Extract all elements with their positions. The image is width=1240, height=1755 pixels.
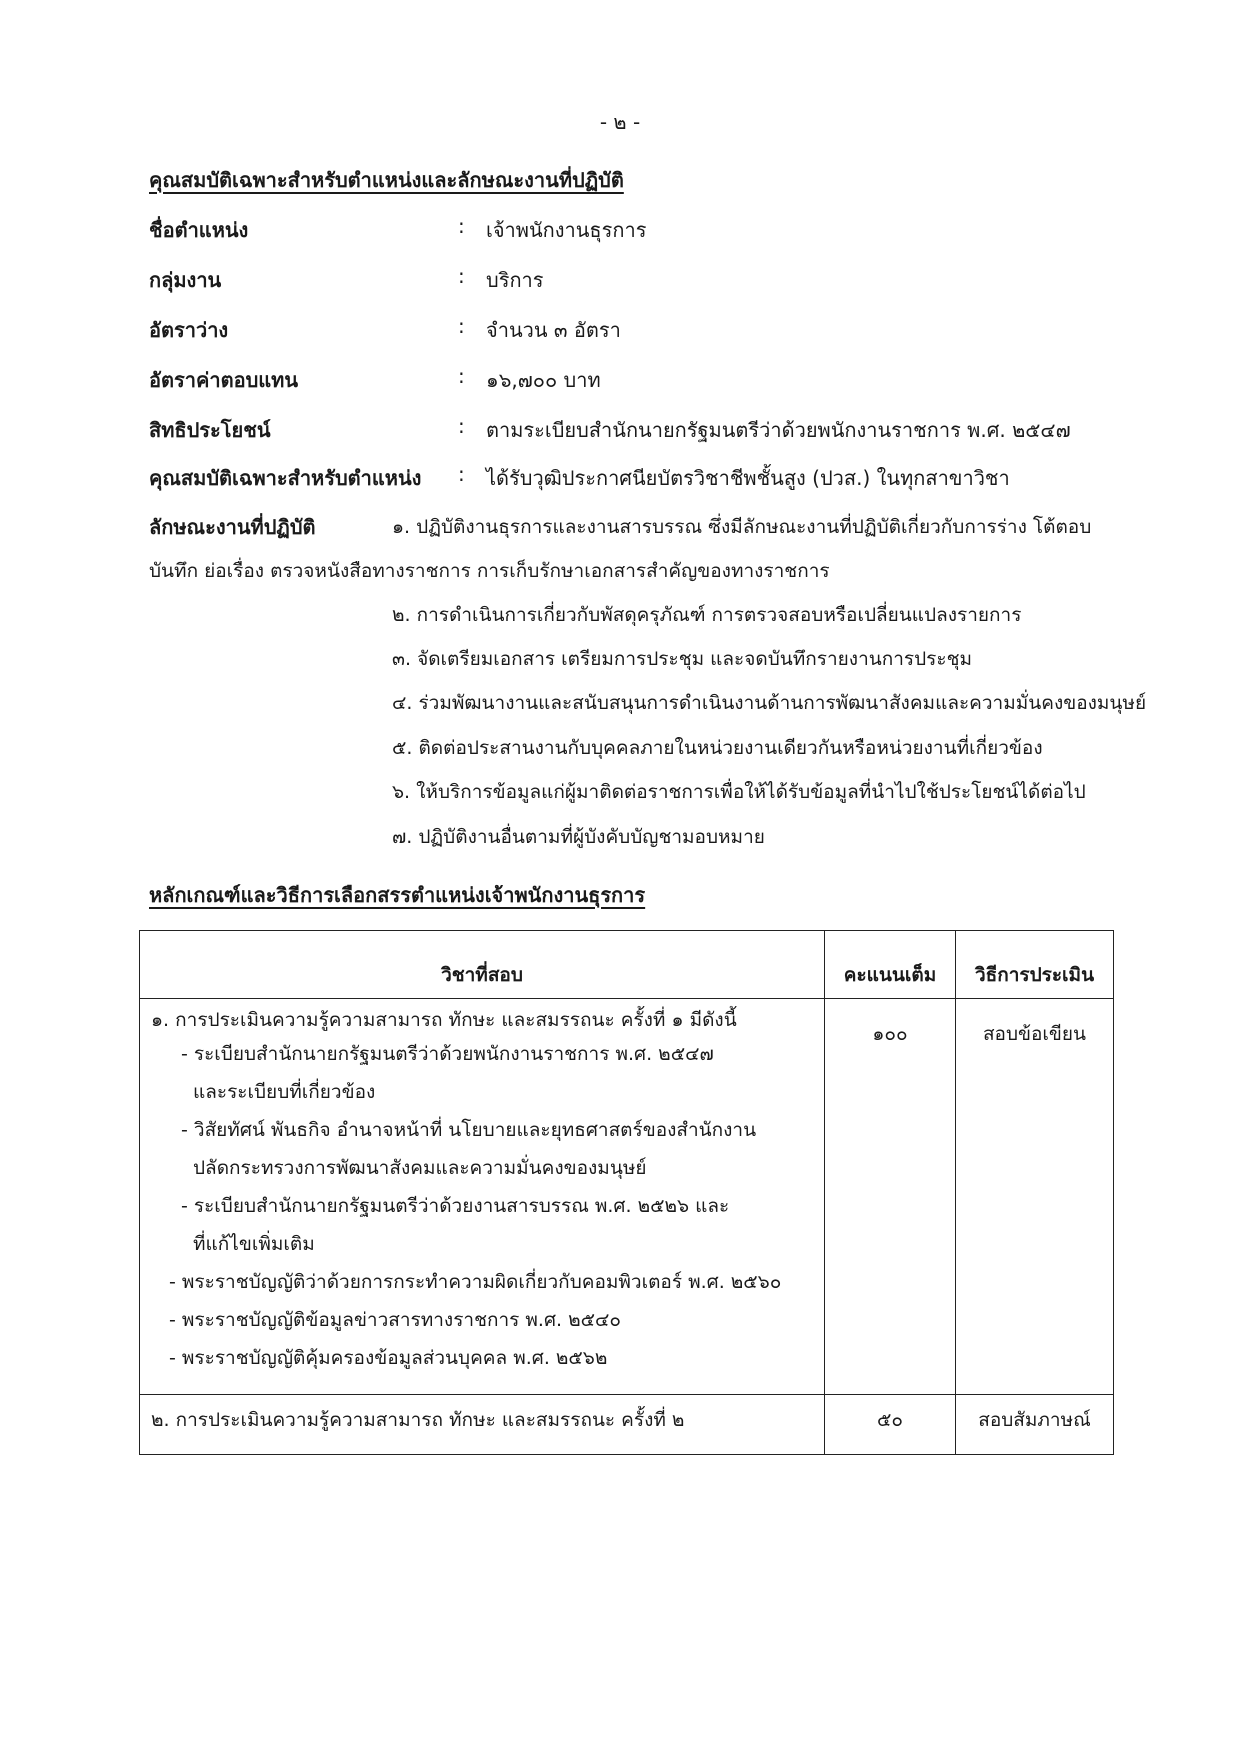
header-method: วิธีการประเมิน xyxy=(956,931,1114,999)
table-row xyxy=(140,1395,1114,1455)
field-label: สิทธิประโยชน์ xyxy=(149,418,271,442)
subject-item: - วิสัยทัศน์ พันธกิจ อำนาจหน้าที่ นโยบายและยุทธศาสตร์ของสำนักงาน xyxy=(181,1119,757,1141)
section-title-selection-criteria: หลักเกณฑ์และวิธีการเลือกสรรตำแหน่งเจ้าพนักงานธุรการ xyxy=(149,883,646,907)
duty-item: ๓. จัดเตรียมเอกสาร เตรียมการประชุม และจดบันทึกรายงานการประชุม xyxy=(392,648,973,670)
field-value: ๑๖,๗๐๐ บาท xyxy=(486,368,601,392)
subject-title: ๑. การประเมินความรู้ความสามารถ ทักษะ และสมรรถนะ ครั้งที่ ๑ มีดังนี้ xyxy=(151,1009,737,1031)
selection-table xyxy=(139,930,1114,1455)
field-value: ตามระเบียบสำนักนายกรัฐมนตรีว่าด้วยพนักงานราชการ พ.ศ. ๒๕๔๗ xyxy=(486,418,1071,442)
subject-item-continued: ที่แก้ไขเพิ่มเติม xyxy=(193,1233,315,1255)
subject-item: - ระเบียบสำนักนายกรัฐมนตรีว่าด้วยงานสารบรรณ พ.ศ. ๒๕๒๖ และ xyxy=(181,1195,730,1217)
field-value: ได้รับวุฒิประกาศนียบัตรวิชาชีพชั้นสูง (ปวส.) ในทุกสาขาวิชา xyxy=(486,466,1010,490)
duty-item: ๕. ติดต่อประสานงานกับบุคคลภายในหน่วยงานเดียวกันหรือหน่วยงานที่เกี่ยวข้อง xyxy=(392,737,1043,759)
field-value: บริการ xyxy=(486,268,544,292)
field-colon: : xyxy=(458,414,465,438)
duties-label: ลักษณะงานที่ปฏิบัติ xyxy=(149,515,316,539)
page-number: - ๒ - xyxy=(599,110,641,134)
score-cell xyxy=(825,999,956,1395)
field-colon: : xyxy=(458,214,465,238)
full-score: ๑๐๐ xyxy=(872,1023,908,1045)
field-colon: : xyxy=(458,462,465,486)
subject-cell xyxy=(140,1395,825,1455)
field-colon: : xyxy=(458,314,465,338)
field-label: อัตราว่าง xyxy=(149,318,229,342)
table-row xyxy=(140,999,1114,1395)
duty-item: ๔. ร่วมพัฒนางานและสนับสนุนการดำเนินงานด้านการพัฒนาสังคมและความมั่นคงของมนุษย์ xyxy=(392,692,1147,714)
field-label: ชื่อตำแหน่ง xyxy=(149,218,249,242)
subject-title: ๒. การประเมินความรู้ความสามารถ ทักษะ และสมรรถนะ ครั้งที่ ๒ xyxy=(151,1409,685,1431)
header-subject: วิชาที่สอบ xyxy=(140,931,825,999)
field-colon: : xyxy=(458,264,465,288)
subject-item: - พระราชบัญญัติคุ้มครองข้อมูลส่วนบุคคล พ.ศ. ๒๕๖๒ xyxy=(169,1347,608,1369)
field-colon: : xyxy=(458,364,465,388)
header-full-score: คะแนนเต็ม xyxy=(825,931,956,999)
method-cell xyxy=(956,999,1114,1395)
duty-item: ๒. การดำเนินการเกี่ยวกับพัสดุครุภัณฑ์ การตรวจสอบหรือเปลี่ยนแปลงรายการ xyxy=(392,604,1022,626)
subject-item: - ระเบียบสำนักนายกรัฐมนตรีว่าด้วยพนักงานราชการ พ.ศ. ๒๕๔๗ xyxy=(181,1043,714,1065)
subject-cell xyxy=(140,999,825,1395)
duty-item: ๗. ปฏิบัติงานอื่นตามที่ผู้บังคับบัญชามอบหมาย xyxy=(392,826,765,848)
field-label: กลุ่มงาน xyxy=(149,268,222,292)
subject-item-continued: ปลัดกระทรวงการพัฒนาสังคมและความมั่นคงของมนุษย์ xyxy=(193,1157,647,1179)
full-score: ๕๐ xyxy=(825,1395,956,1455)
duty-item-continued: บันทึก ย่อเรื่อง ตรวจหนังสือทางราชการ การเก็บรักษาเอกสารสำคัญของทางราชการ xyxy=(149,560,830,582)
duty-item: ๑. ปฏิบัติงานธุรการและงานสารบรรณ ซึ่งมีลักษณะงานที่ปฏิบัติเกี่ยวกับการร่าง โต้ตอบ xyxy=(392,516,1092,538)
subject-item-continued: และระเบียบที่เกี่ยวข้อง xyxy=(193,1081,376,1103)
field-value: เจ้าพนักงานธุรการ xyxy=(486,218,647,242)
field-label: อัตราค่าตอบแทน xyxy=(149,368,299,392)
subject-item: - พระราชบัญญัติว่าด้วยการกระทำความผิดเกี่ยวกับคอมพิวเตอร์ พ.ศ. ๒๕๖๐ xyxy=(169,1271,782,1293)
table-header-row xyxy=(140,931,1114,999)
duty-item: ๖. ให้บริการข้อมูลแก่ผู้มาติดต่อราชการเพื่อให้ได้รับข้อมูลที่นำไปใช้ประโยชน์ได้ต่อไป xyxy=(392,781,1086,803)
subject-item: - พระราชบัญญัติข้อมูลข่าวสารทางราชการ พ.ศ. ๒๕๔๐ xyxy=(169,1309,621,1331)
section-title-qualifications: คุณสมบัติเฉพาะสำหรับตำแหน่งและลักษณะงานที่ปฏิบัติ xyxy=(149,168,624,192)
evaluation-method: สอบสัมภาษณ์ xyxy=(956,1395,1114,1455)
field-label: คุณสมบัติเฉพาะสำหรับตำแหน่ง xyxy=(149,466,422,490)
field-value: จำนวน ๓ อัตรา xyxy=(486,318,621,342)
evaluation-method: สอบข้อเขียน xyxy=(982,1023,1087,1045)
